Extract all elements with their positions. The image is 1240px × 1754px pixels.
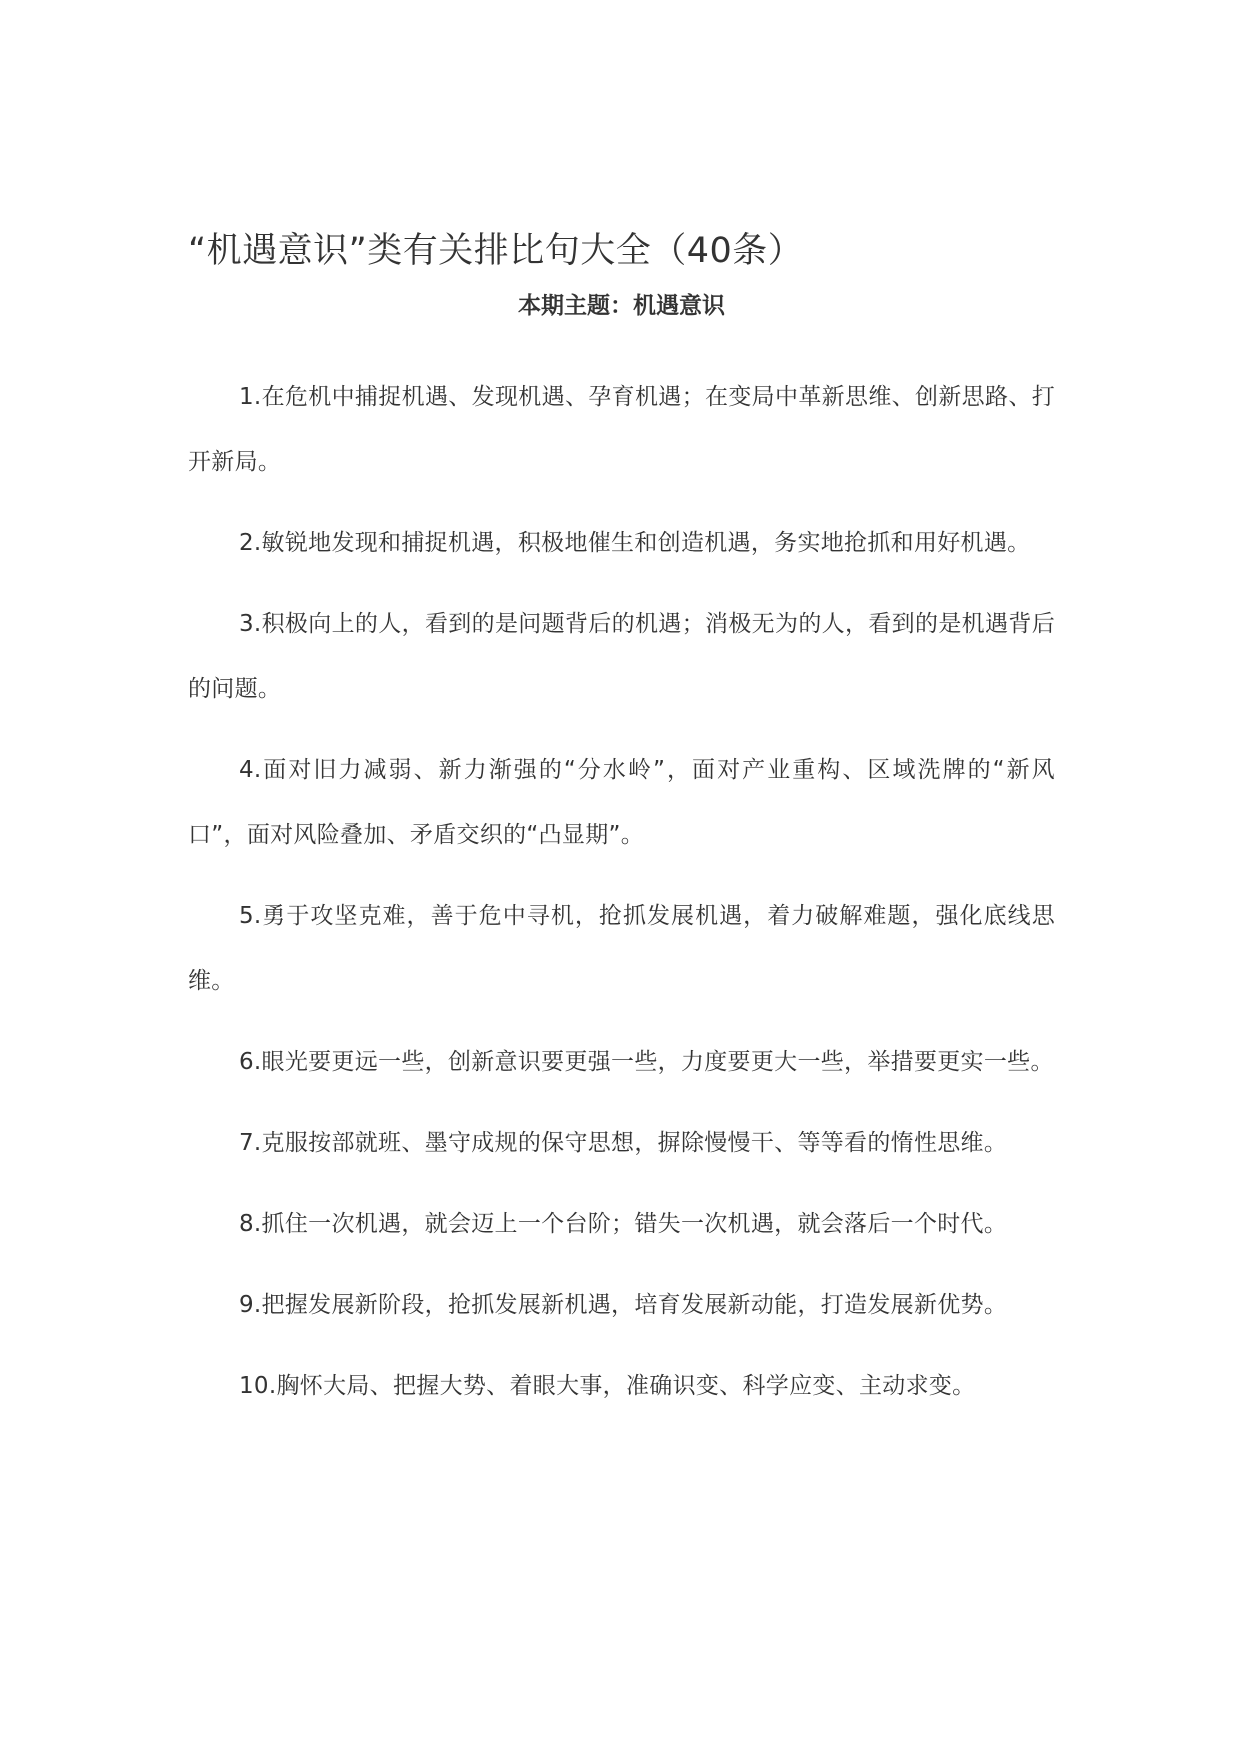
list-item: 9.把握发展新阶段，抢抓发展新机遇，培育发展新动能，打造发展新优势。 (239, 1292, 1008, 1318)
list-item: 8.抓住一次机遇，就会迈上一个台阶；错失一次机遇，就会落后一个时代。 (239, 1211, 1008, 1237)
list-item: 3.积极向上的人，看到的是问题背后的机遇；消极无为的人，看到的是机遇背后的问题。 (188, 611, 1055, 702)
list-item: 4.面对旧力减弱、新力渐强的“分水岭”，面对产业重构、区域洗牌的“新风口”，面对风险叠加、矛盾交织的“凸显期”。 (188, 757, 1055, 848)
list-item: 7.克服按部就班、墨守成规的保守思想，摒除慢慢干、等等看的惰性思维。 (239, 1130, 1008, 1156)
sentence-list (188, 365, 1055, 1435)
list-item: 5.勇于攻坚克难，善于危中寻机，抢抓发展机遇，着力破解难题，强化底线思维。 (188, 903, 1055, 994)
list-item: 6.眼光要更远一些，创新意识要更强一些，力度要更大一些，举措要更实一些。 (239, 1049, 1054, 1075)
document-title: “机遇意识”类有关排比句大全（40条） (188, 231, 804, 272)
list-item: 10.胸怀大局、把握大势、着眼大事，准确识变、科学应变、主动求变。 (239, 1373, 976, 1399)
document-subtitle: 本期主题：机遇意识 (518, 293, 725, 319)
list-item: 1.在危机中捕捉机遇、发现机遇、孕育机遇；在变局中革新思维、创新思路、打开新局。 (188, 384, 1055, 475)
list-item: 2.敏锐地发现和捕捉机遇，积极地催生和创造机遇，务实地抢抓和用好机遇。 (239, 530, 1031, 556)
